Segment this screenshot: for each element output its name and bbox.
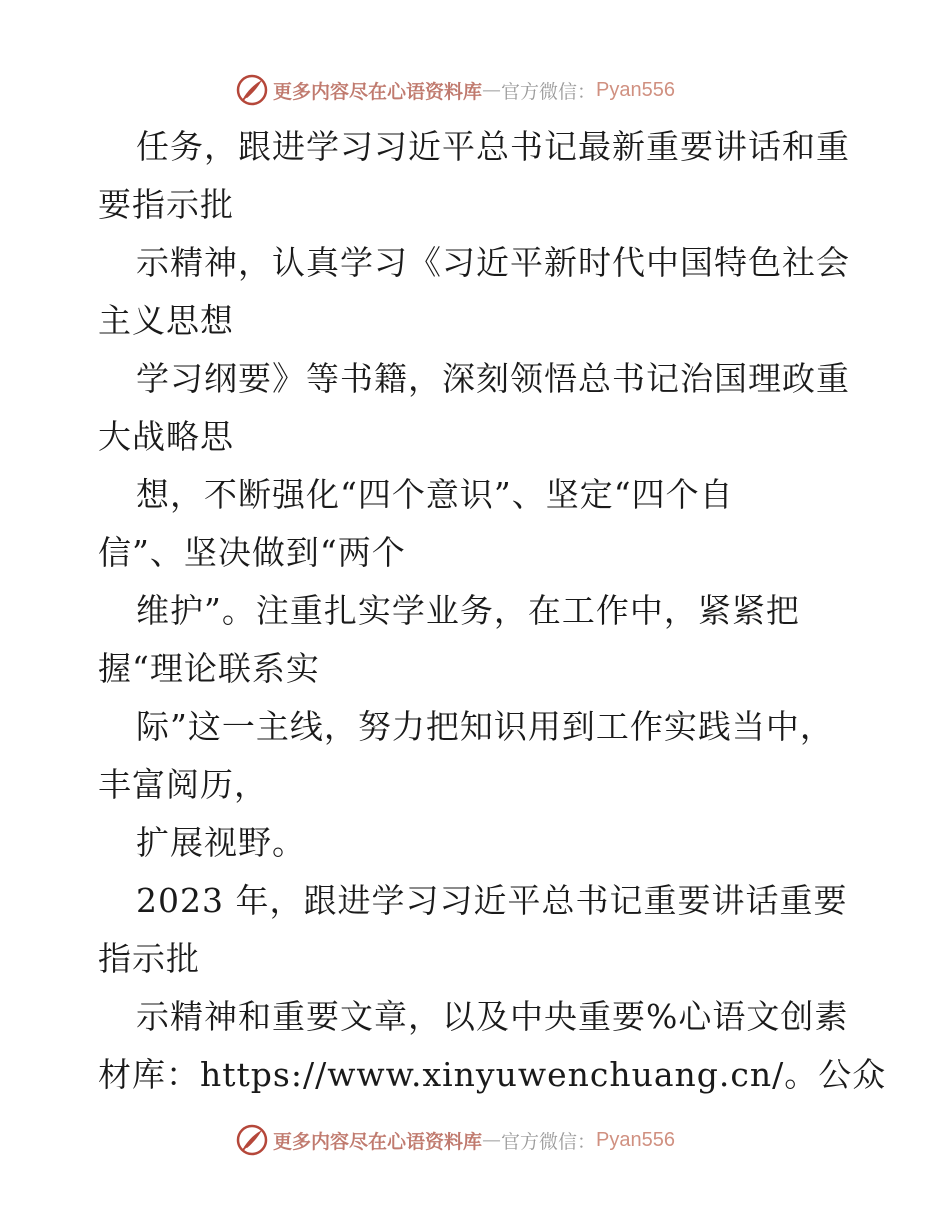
text-line: 际”这一主线，努力把知识用到工作实践当中， (136, 707, 834, 746)
text-line: 大战略思 (98, 417, 234, 456)
watermark-main-text: 更多内容尽在心语资料库 (273, 80, 483, 103)
text-line: 示精神和重要文章，以及中央重要%心语文创素 (136, 997, 849, 1036)
text-line: 示精神，认真学习《习近平新时代中国特色社会 (136, 243, 850, 282)
footer-watermark (235, 1122, 715, 1158)
document-body (98, 118, 887, 1104)
watermark-dash: — (482, 1129, 502, 1151)
text-line: 任务，跟进学习习近平总书记最新重要讲话和重 (136, 127, 850, 166)
watermark-label: 官方微信： (501, 1130, 597, 1153)
text-line: 指示批 (98, 939, 200, 978)
text-line: 主义思想 (98, 301, 234, 340)
watermark-label: 官方微信： (501, 80, 597, 103)
text-line: 学习纲要》等书籍，深刻领悟总书记治国理政重 (136, 359, 850, 398)
text-line: 材库：https://www.xinyuwenchuang.cn/。公众 (98, 1055, 887, 1094)
text-line: 扩展视野。 (136, 823, 306, 862)
text-line: 要指示批 (98, 185, 234, 224)
text-line: 握“理论联系实 (98, 649, 320, 688)
text-line: 2023 年，跟进学习习近平总书记重要讲话重要 (136, 881, 848, 920)
quill-logo-icon (235, 73, 269, 107)
watermark-id: Pyan556 (596, 78, 675, 101)
text-line: 维护”。注重扎实学业务，在工作中，紧紧把 (136, 591, 800, 630)
header-watermark (235, 72, 715, 108)
quill-logo-icon (235, 1123, 269, 1157)
text-line: 丰富阅历， (98, 765, 268, 804)
watermark-id: Pyan556 (596, 1128, 675, 1151)
text-line: 想，不断强化“四个意识”、坚定“四个自 (136, 475, 734, 514)
text-line: 信”、坚决做到“两个 (98, 533, 406, 572)
watermark-dash: — (482, 79, 502, 101)
watermark-main-text: 更多内容尽在心语资料库 (273, 1130, 483, 1153)
